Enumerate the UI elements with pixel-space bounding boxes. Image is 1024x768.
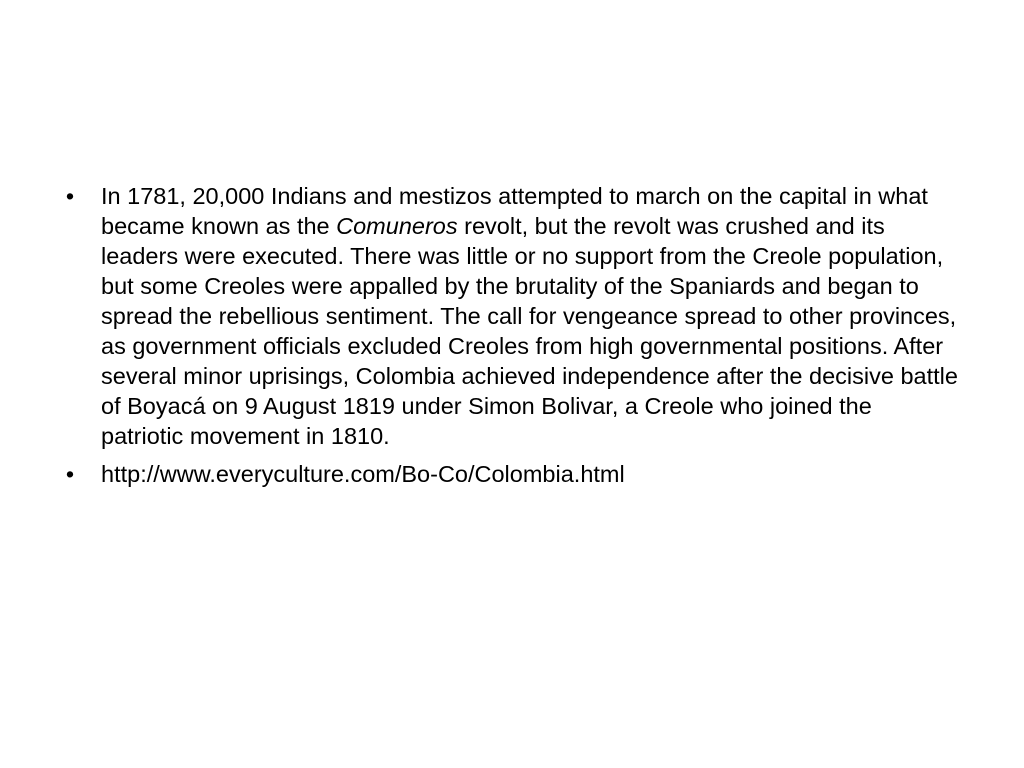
history-text-part-1: In 1781, 20,000 Indians and mestizos attempted to march on the capital in what became known as the xyxy=(101,183,928,239)
source-url-text: http://www.everyculture.com/Bo-Co/Colombia.html xyxy=(101,461,625,487)
history-text-part-2: revolt, but the revolt was crushed and its leaders were executed. There was little or no support from the Creole population, but some Creoles were appalled by the brutality of the Spaniards and began to spread the rebellious sentiment. The call for vengeance spread to other provinces, as government officials excluded Creoles from high governmental positions. After several minor uprisings, Colombia achieved independence after the decisive battle of Boyacá on 9 August 1819 under Simon Bolivar, a Creole who joined the patriotic movement in 1810. xyxy=(101,213,958,449)
bullet-list xyxy=(60,181,960,489)
bullet-text-history xyxy=(101,183,958,449)
bullet-marker: • xyxy=(65,183,75,209)
comuneros-emphasis: Comuneros xyxy=(336,213,458,239)
slide-body xyxy=(60,181,960,497)
bullet-item-history xyxy=(60,181,960,451)
bullet-marker: • xyxy=(65,461,75,487)
bullet-item-source xyxy=(60,459,960,489)
